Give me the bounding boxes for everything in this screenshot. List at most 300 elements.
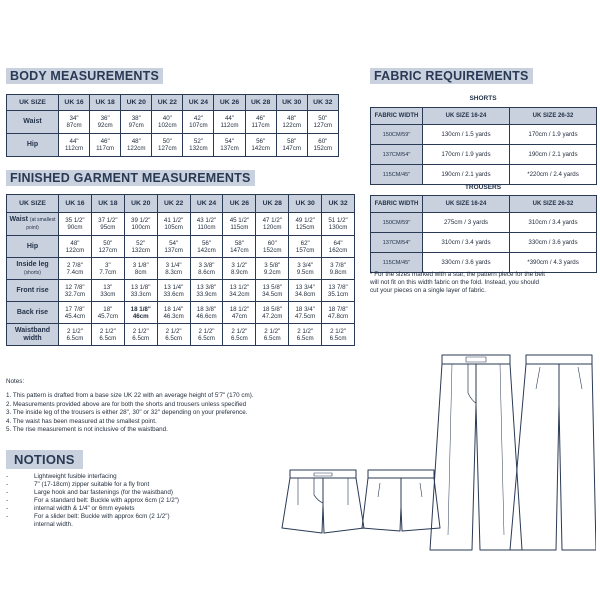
notes-section <box>6 378 254 434</box>
cell-inch: 2 1/2" <box>165 327 182 335</box>
table-cell <box>124 258 157 280</box>
table-row <box>7 134 339 157</box>
table-cell <box>256 280 289 302</box>
table-cell <box>307 111 338 134</box>
cell-inch: 47 1/2" <box>262 217 282 224</box>
cell-cm: 117cm <box>251 122 270 129</box>
size-header: UK 24 <box>190 195 223 213</box>
cell-cm: 45.4cm <box>64 312 86 320</box>
notion-text: For a slider belt: Buckle with approx 6cm (2 1/2") <box>34 513 170 520</box>
table-row <box>7 111 339 134</box>
cell-cm: 47.5cm <box>295 312 316 320</box>
table-cell <box>322 324 355 346</box>
cell-inch: 2 1/2" <box>231 327 248 335</box>
cell-inch: 18 7/8" <box>328 305 348 313</box>
fabric-width-cell: 115CM/45" <box>371 253 423 273</box>
row-label-note: (at smallest point) <box>26 217 56 231</box>
cell-cm: 6.5cm <box>99 334 117 342</box>
row-label <box>7 258 59 280</box>
cell-cm: 122cm <box>282 122 301 129</box>
table-cell: 190cm / 2.1 yards <box>423 165 510 185</box>
fabric-footnote <box>370 271 598 295</box>
cell-cm: 110cm <box>197 224 216 231</box>
cell-cm: 125cm <box>295 224 315 231</box>
cell-cm: 34.8cm <box>295 290 316 298</box>
table-cell <box>256 236 289 258</box>
cell-inch: 18 1/2" <box>229 305 250 313</box>
table-cell <box>289 280 322 302</box>
trousers-col-width-header: FABRIC WIDTH <box>371 196 423 213</box>
cell-inch: 34" <box>69 115 79 122</box>
cell-inch: 12 7/8" <box>65 283 85 291</box>
table-cell <box>124 280 157 302</box>
cell-cm: 8.6cm <box>198 268 215 276</box>
cell-inch: 39 1/2" <box>131 217 151 224</box>
cell-cm: 112cm <box>220 122 239 129</box>
note-item: 1. This pattern is drafted from a base size UK 22 with an average height of 5'7" (170 cm). <box>6 392 254 400</box>
cell-cm: 102cm <box>158 122 177 129</box>
cell-inch: 2 1/2" <box>132 327 149 335</box>
row-label <box>7 213 59 236</box>
cell-inch: 35 1/2" <box>65 217 85 224</box>
cell-cm: 6.5cm <box>198 334 215 342</box>
cell-cm: 6.5cm <box>230 334 248 342</box>
cell-cm: 8cm <box>134 268 147 276</box>
notion-item <box>6 521 179 529</box>
cell-inch: 3" <box>105 261 111 269</box>
table-cell <box>223 280 256 302</box>
row-label-text: Front rise <box>16 286 49 294</box>
cell-inch: 2 1/2" <box>99 327 116 335</box>
table-cell <box>91 324 124 346</box>
footnote-line: cut your pieces on a single layer of fabric. <box>370 287 486 294</box>
table-row <box>371 253 597 273</box>
notion-bullet <box>6 521 34 529</box>
cell-cm: 92cm <box>97 122 113 129</box>
table-cell <box>190 324 223 346</box>
row-label-text: Back rise <box>16 308 49 316</box>
size-header: UK 30 <box>276 95 307 111</box>
size-header: UK 22 <box>157 195 190 213</box>
cell-cm: 122cm <box>126 145 146 152</box>
table-cell <box>322 236 355 258</box>
size-header: UK 26 <box>223 195 256 213</box>
notion-bullet: - <box>6 505 9 512</box>
table-cell <box>157 258 190 280</box>
table-cell: 310cm / 3.4 yards <box>423 233 510 253</box>
table-cell <box>322 213 355 236</box>
cell-cm: 9.5cm <box>296 268 314 276</box>
table-cell <box>91 280 124 302</box>
cell-inch: 3 1/4" <box>165 261 182 269</box>
cell-inch: 43 1/2" <box>196 217 217 224</box>
cell-cm: 34.5cm <box>262 290 283 298</box>
cell-inch: 13 3/8" <box>196 283 217 291</box>
body-measurements-table <box>6 94 339 157</box>
row-label-text: Hip <box>26 141 39 148</box>
cell-cm: 112cm <box>64 145 84 152</box>
notion-text: 7" (17-18cm) zipper suitable for a fly front <box>34 481 150 488</box>
cell-cm: 115cm <box>230 224 249 231</box>
cell-inch: 18 1/8" <box>130 305 151 313</box>
cell-inch: 18 3/4" <box>295 305 315 313</box>
note-item: 4. The waist has been measured at the smallest point. <box>6 417 157 425</box>
cell-inch: 58" <box>287 138 297 145</box>
row-label-text: Hip <box>26 242 39 250</box>
notion-item <box>6 481 179 489</box>
note-item: 5. The rise measurement is not inclusive of the waistband. <box>6 426 168 434</box>
size-header: UK 28 <box>256 195 289 213</box>
row-label-text: Waist <box>9 216 28 223</box>
cell-cm: 132cm <box>189 145 208 152</box>
table-cell <box>190 302 223 324</box>
row-label <box>7 134 59 157</box>
table-cell <box>223 302 256 324</box>
cell-inch: 48" <box>70 239 80 247</box>
table-row <box>7 280 355 302</box>
table-cell: 130cm / 1.5 yards <box>423 125 510 145</box>
size-header: UK 28 <box>245 95 276 111</box>
cell-cm: 147cm <box>230 246 249 254</box>
cell-inch: 51 1/2" <box>328 217 348 224</box>
row-label <box>7 111 59 134</box>
table-row <box>7 258 355 280</box>
table-cell <box>245 111 276 134</box>
cell-cm: 95cm <box>100 224 116 231</box>
table-cell <box>91 258 124 280</box>
table-cell <box>124 236 157 258</box>
cell-inch: 64" <box>333 239 343 247</box>
cell-inch: 42" <box>193 115 203 122</box>
fabric-trousers-table <box>370 195 597 273</box>
table-cell <box>223 324 256 346</box>
table-cell <box>157 213 190 236</box>
notion-bullet: - <box>6 489 9 496</box>
table-cell <box>59 280 92 302</box>
trousers-front-illustration <box>430 355 522 550</box>
table-row <box>7 324 355 346</box>
cell-inch: 13 1/4" <box>163 283 184 291</box>
table-cell <box>190 213 223 236</box>
table-cell <box>152 134 183 157</box>
finished-garment-title: FINISHED GARMENT MEASUREMENTS <box>6 170 255 186</box>
table-cell <box>190 236 223 258</box>
size-header: UK 16 <box>59 95 90 111</box>
table-cell <box>276 111 307 134</box>
cell-cm: 127cm <box>313 122 333 129</box>
cell-cm: 142cm <box>251 145 270 152</box>
cell-cm: 120cm <box>263 224 282 231</box>
table-cell <box>289 213 322 236</box>
table-cell <box>183 111 214 134</box>
fabric-width-cell: 150CM/59" <box>371 213 423 233</box>
table-cell <box>124 324 157 346</box>
cell-cm: 33.9cm <box>196 290 217 298</box>
cell-inch: 48" <box>287 115 297 122</box>
table-cell <box>256 324 289 346</box>
table-row <box>7 213 355 236</box>
fabric-shorts-table <box>370 107 597 185</box>
table-cell <box>157 280 190 302</box>
table-cell <box>307 134 338 157</box>
table-cell <box>90 134 121 157</box>
cell-cm: 6.5cm <box>329 334 347 342</box>
cell-cm: 47.8cm <box>327 312 349 320</box>
cell-cm: 8.3cm <box>165 268 183 276</box>
size-header: UK 32 <box>322 195 355 213</box>
notions-title: NOTIONS <box>6 450 83 469</box>
cell-inch: 36" <box>100 115 110 122</box>
cell-inch: 17 7/8" <box>65 305 85 313</box>
shorts-front-illustration <box>282 470 364 533</box>
table-cell <box>91 236 124 258</box>
table-cell <box>214 134 245 157</box>
cell-inch: 2 7/8" <box>66 261 83 269</box>
cell-cm: 47cm <box>231 312 247 320</box>
notion-bullet: - <box>6 497 9 504</box>
cell-cm: 100cm <box>131 224 151 231</box>
table-cell <box>289 324 322 346</box>
notion-text: For a standard belt: Buckle with approx 6cm (2 1/2") <box>34 497 180 504</box>
table-cell: 330cm / 3.6 yards <box>423 253 510 273</box>
table-cell <box>245 134 276 157</box>
size-header: UK 18 <box>91 195 124 213</box>
table-cell <box>190 258 223 280</box>
cell-inch: 41 1/2" <box>163 217 184 224</box>
notion-text: internal width & 1/4" or 6mm eyelets <box>34 505 135 512</box>
table-cell <box>289 236 322 258</box>
cell-cm: 157cm <box>295 246 315 254</box>
table-cell <box>256 213 289 236</box>
cell-cm: 47.2cm <box>262 312 283 320</box>
table-cell <box>223 213 256 236</box>
cell-inch: 56" <box>201 239 212 247</box>
cell-cm: 6.5cm <box>263 334 281 342</box>
footnote-line: will not fit on this width fabric on the fold. Instead, you should <box>370 279 540 286</box>
table-cell <box>59 302 92 324</box>
row-label <box>7 324 59 346</box>
cell-cm: 9.2cm <box>263 268 281 276</box>
cell-cm: 127cm <box>158 145 177 152</box>
cell-inch: 52" <box>136 239 146 247</box>
table-cell <box>223 258 256 280</box>
cell-inch: 18" <box>103 305 113 313</box>
cell-cm: 97cm <box>128 122 144 129</box>
cell-cm: 46cm <box>132 312 149 320</box>
cell-cm: 87cm <box>66 122 82 129</box>
table-cell: 170cm / 1.9 yards <box>423 145 510 165</box>
table-cell <box>91 213 124 236</box>
size-header: UK 32 <box>307 95 338 111</box>
row-label <box>7 280 59 302</box>
size-header: UK 24 <box>183 95 214 111</box>
cell-inch: 48" <box>131 138 141 145</box>
cell-inch: 49 1/2" <box>295 217 315 224</box>
shorts-label: SHORTS <box>469 95 497 102</box>
table-row <box>371 145 597 165</box>
notion-bullet: - <box>6 473 9 480</box>
table-cell <box>289 302 322 324</box>
table-cell <box>183 134 214 157</box>
cell-inch: 45 1/2" <box>229 217 250 224</box>
cell-cm: 33cm <box>100 290 116 298</box>
cell-inch: 44" <box>224 115 235 122</box>
table-row <box>7 302 355 324</box>
table-cell: 275cm / 3 yards <box>423 213 510 233</box>
cell-cm: 152cm <box>313 145 333 152</box>
table-cell <box>59 213 92 236</box>
garment-illustrations <box>270 345 596 560</box>
corner-header: UK SIZE <box>7 95 59 111</box>
table-cell <box>157 302 190 324</box>
cell-inch: 2 1/2" <box>264 327 281 335</box>
table-cell <box>121 134 152 157</box>
notion-text: internal width. <box>34 521 73 528</box>
cell-cm: 6.5cm <box>66 334 84 342</box>
cell-inch: 13 1/8" <box>131 283 151 291</box>
cell-inch: 13 3/4" <box>295 283 315 291</box>
cell-inch: 18 3/8" <box>196 305 217 313</box>
table-cell <box>276 134 307 157</box>
cell-cm: 6.5cm <box>132 334 150 342</box>
table-cell <box>157 236 190 258</box>
table-cell: *220cm / 2.4 yards <box>510 165 597 185</box>
trousers-label: TROUSERS <box>464 184 502 191</box>
cell-cm: 127cm <box>98 246 118 254</box>
finished-garment-table <box>6 194 355 346</box>
cell-inch: 3 5/8" <box>264 261 281 269</box>
cell-inch: 52" <box>193 138 203 145</box>
size-header: UK 26 <box>214 95 245 111</box>
cell-inch: 56" <box>256 138 266 145</box>
cell-inch: 44" <box>69 138 79 145</box>
cell-cm: 46.6cm <box>196 312 217 320</box>
cell-inch: 37 1/2" <box>98 217 118 224</box>
table-cell <box>214 111 245 134</box>
row-label <box>7 302 59 324</box>
trousers-col-b-header: UK SIZE 26-32 <box>510 196 597 213</box>
table-cell <box>190 280 223 302</box>
note-item: 3. The inside leg of the trousers is either 28", 30" or 32" depending on your preference. <box>6 409 248 417</box>
notions-list <box>6 473 179 529</box>
fabric-width-cell: 115CM/45" <box>371 165 423 185</box>
cell-cm: 46.3cm <box>163 312 184 320</box>
table-cell <box>59 236 92 258</box>
body-measurements-title: BODY MEASUREMENTS <box>6 68 163 84</box>
cell-inch: 13 5/8" <box>262 283 282 291</box>
cell-cm: 34.2cm <box>229 290 250 298</box>
table-cell <box>256 258 289 280</box>
cell-inch: 46" <box>256 115 266 122</box>
shorts-col-b-header: UK SIZE 26-32 <box>510 108 597 125</box>
trousers-col-a-header: UK SIZE 16-24 <box>423 196 510 213</box>
cell-inch: 60" <box>267 239 277 247</box>
trousers-wide-illustration <box>510 355 596 550</box>
table-cell <box>289 258 322 280</box>
cell-cm: 33.6cm <box>163 290 184 298</box>
note-item: 2. Measurements provided above are for both the shorts and trousers unless specified <box>6 400 247 408</box>
cell-inch: 62" <box>300 239 310 247</box>
notion-item <box>6 513 179 521</box>
shorts-col-a-header: UK SIZE 16-24 <box>423 108 510 125</box>
cell-cm: 162cm <box>328 246 348 254</box>
cell-inch: 3 1/2" <box>231 261 248 269</box>
cell-cm: 7.7cm <box>99 268 117 276</box>
table-cell <box>152 111 183 134</box>
cell-cm: 105cm <box>164 224 183 231</box>
row-label-text: Waistband width <box>14 326 51 342</box>
notion-bullet: - <box>6 513 9 520</box>
cell-inch: 54" <box>169 239 179 247</box>
cell-inch: 60" <box>318 138 328 145</box>
notion-item <box>6 489 179 497</box>
cell-cm: 32.7cm <box>64 290 86 298</box>
notion-item <box>6 473 179 481</box>
table-cell <box>124 302 157 324</box>
cell-inch: 13 7/8" <box>328 283 348 291</box>
fabric-requirements-title: FABRIC REQUIREMENTS <box>370 68 533 84</box>
cell-inch: 2 1/2" <box>198 327 215 335</box>
fabric-width-cell: 150CM/59" <box>371 125 423 145</box>
table-cell <box>322 258 355 280</box>
footnote-line: * For the sizes marked with a star, the pattern piece for the belt <box>370 271 545 278</box>
cell-inch: 2 1/2" <box>66 327 83 335</box>
cell-inch: 18 1/4" <box>163 305 184 313</box>
cell-inch: 2 1/2" <box>297 327 314 335</box>
table-cell <box>59 134 90 157</box>
table-cell <box>322 280 355 302</box>
size-header: UK 18 <box>90 95 121 111</box>
table-cell <box>157 324 190 346</box>
table-cell <box>59 258 92 280</box>
table-cell <box>90 111 121 134</box>
notion-bullet: - <box>6 481 9 488</box>
row-label-note: (shorts) <box>24 269 41 276</box>
row-label <box>7 236 59 258</box>
size-header: UK 16 <box>59 195 92 213</box>
cell-cm: 132cm <box>131 246 151 254</box>
table-cell <box>124 213 157 236</box>
cell-cm: 7.4cm <box>66 268 84 276</box>
table-cell: 190cm / 2.1 yards <box>510 145 597 165</box>
cell-cm: 45.7cm <box>97 312 118 320</box>
cell-cm: 8.9cm <box>230 268 248 276</box>
table-cell: 330cm / 3.6 yards <box>510 233 597 253</box>
cell-cm: 35.1cm <box>327 290 349 298</box>
cell-inch: 3 7/8" <box>330 261 347 269</box>
corner-header: UK SIZE <box>7 195 59 213</box>
table-cell <box>256 302 289 324</box>
table-row <box>371 233 597 253</box>
cell-inch: 38" <box>131 115 141 122</box>
row-label-text: Waist <box>23 118 42 125</box>
table-cell <box>223 236 256 258</box>
cell-inch: 2 1/2" <box>330 327 347 335</box>
cell-inch: 50" <box>162 138 172 145</box>
cell-inch: 50" <box>103 239 113 247</box>
table-cell: 310cm / 3.4 yards <box>510 213 597 233</box>
cell-cm: 9.8cm <box>329 268 347 276</box>
cell-inch: 18 5/8" <box>262 305 282 313</box>
size-header: UK 20 <box>124 195 157 213</box>
cell-cm: 152cm <box>263 246 282 254</box>
shorts-back-illustration <box>362 470 440 531</box>
table-cell <box>121 111 152 134</box>
cell-cm: 147cm <box>282 145 301 152</box>
table-cell <box>59 324 92 346</box>
notion-text: Large hook and bar fastenings (for the waistband) <box>34 489 173 496</box>
cell-cm: 107cm <box>189 122 208 129</box>
